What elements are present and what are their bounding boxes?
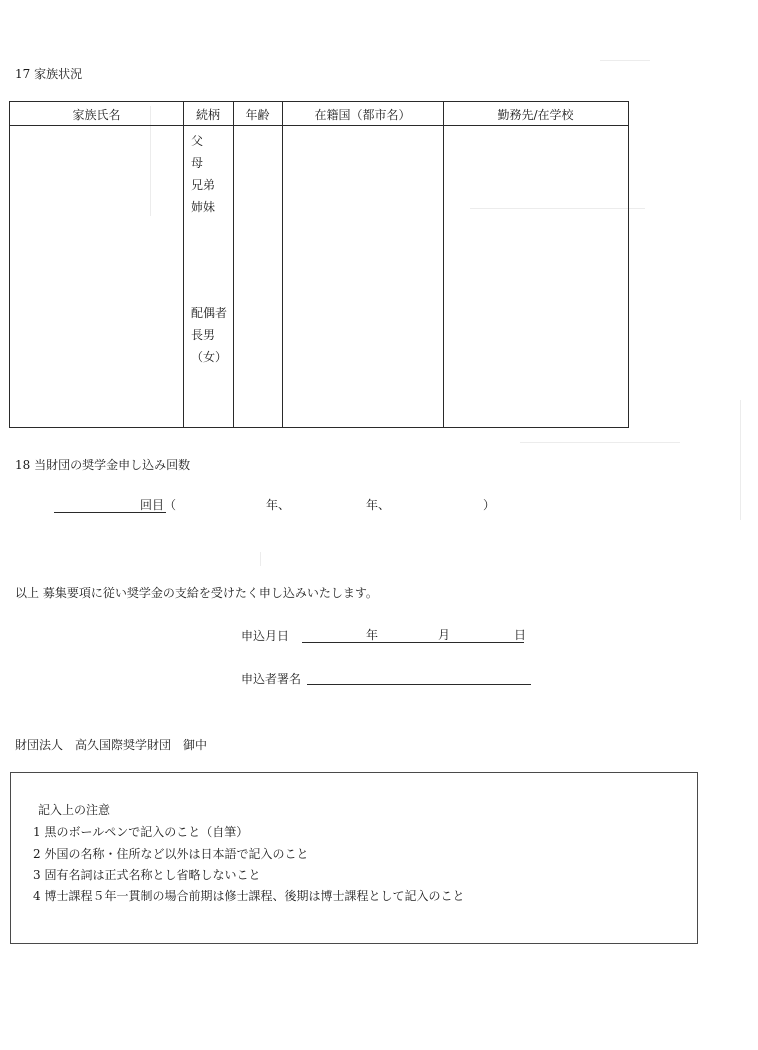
- note-item-2: 2 外国の名称・住所など以外は日本語で記入のこと: [33, 847, 309, 861]
- previous-year-1: 年、: [266, 498, 291, 512]
- application-date-line[interactable]: [302, 642, 524, 643]
- close-paren: ）: [483, 498, 496, 512]
- relation-daughter: （女）: [191, 350, 228, 364]
- application-count-suffix: 回目（: [140, 498, 177, 512]
- section-18-title: 18 当財団の奨学金申し込み回数: [15, 458, 191, 472]
- header-relation: 続柄: [195, 108, 220, 122]
- section-17-title: 17 家族状況: [15, 67, 83, 81]
- application-date-year: 年: [366, 628, 379, 642]
- relation-father: 父: [191, 134, 204, 148]
- relation-eldest-son: 長男: [191, 328, 216, 342]
- header-nationality: 在籍国（都市名）: [314, 108, 411, 122]
- header-workplace: 勤務先/在学校: [497, 108, 574, 122]
- previous-year-2: 年、: [366, 498, 391, 512]
- header-family-name: 家族氏名: [72, 108, 121, 122]
- relation-spouse: 配偶者: [191, 306, 228, 320]
- declaration-text: 以上 募集要項に従い奨学金の支給を受けたく申し込みいたします。: [15, 586, 378, 600]
- application-date-day: 日: [514, 628, 527, 642]
- note-item-3: 3 固有名詞は正式名称とし省略しないこと: [33, 868, 261, 882]
- application-date-month: 月: [438, 628, 451, 642]
- addressee: 財団法人 高久国際奨学財団 御中: [15, 738, 208, 752]
- signature-label: 申込者署名: [241, 672, 302, 686]
- header-age: 年齢: [245, 108, 270, 122]
- relation-sisters: 姉妹: [191, 200, 216, 214]
- signature-line[interactable]: [307, 684, 531, 685]
- note-item-1: 1 黒のボールペンで記入のこと（自筆）: [33, 825, 249, 839]
- application-date-label: 申込月日: [241, 629, 290, 643]
- note-item-4: 4 博士課程５年一貫制の場合前期は修士課程、後期は博士課程として記入のこと: [33, 889, 465, 903]
- relation-mother: 母: [191, 156, 204, 170]
- family-table: [9, 101, 629, 428]
- notes-title: 記入上の注意: [38, 803, 111, 817]
- notes-box: [10, 772, 698, 944]
- relation-brothers: 兄弟: [191, 178, 216, 192]
